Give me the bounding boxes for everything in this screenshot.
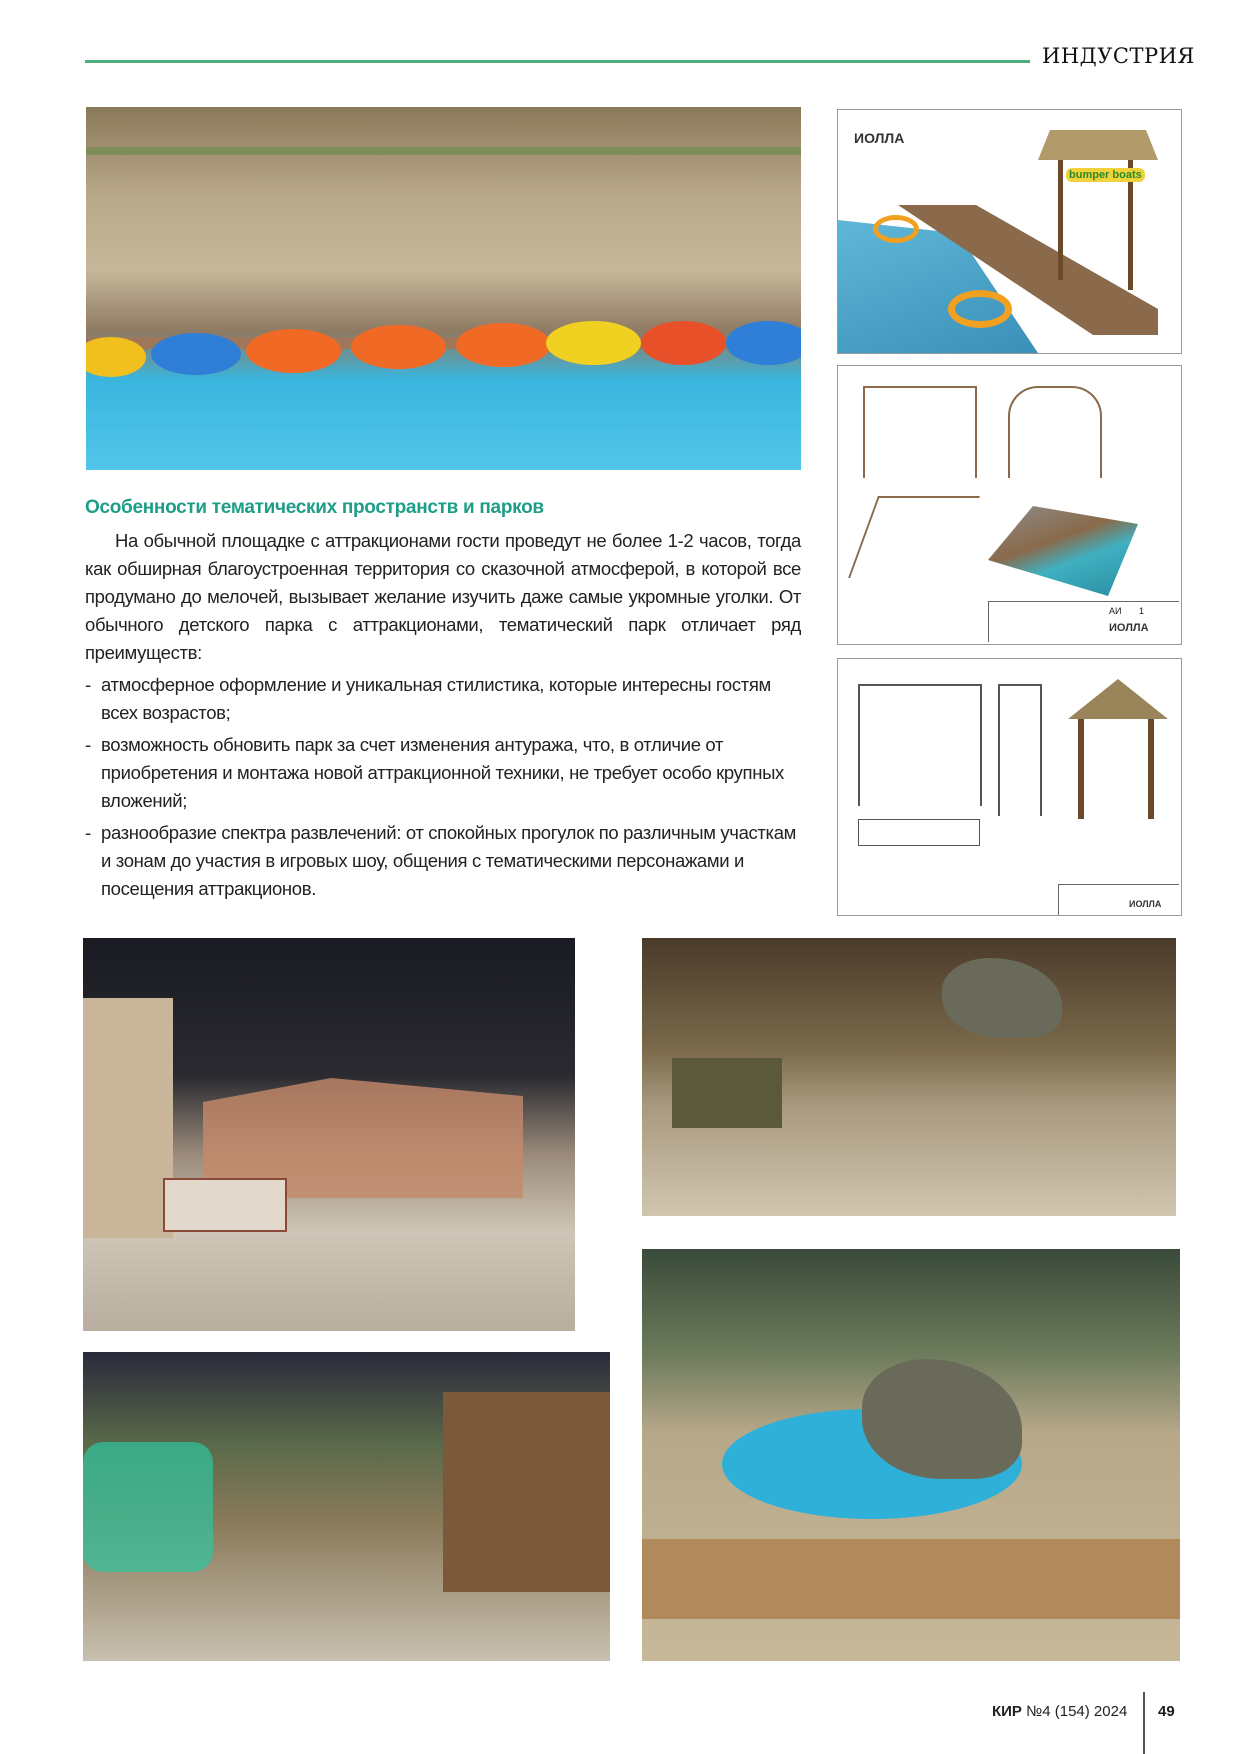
magazine-name: КИР bbox=[992, 1703, 1022, 1720]
technical-drawing-gate bbox=[837, 365, 1182, 645]
technical-drawing-sign-frame bbox=[837, 658, 1182, 916]
article-paragraph: На обычной площадке с аттракционами гости проведут не более 1-2 часов, тогда как обширная благоустроенная территория со сказочной атмосферой, в которой все продумано до мелочей, вызывает желание изучить даже самые укромные уголки. От обычного детского парка с аттракционами, тематический парк отличает ряд преимуществ: bbox=[85, 530, 801, 663]
sheet-number: 1 bbox=[1139, 606, 1145, 616]
benefits-list bbox=[85, 671, 801, 903]
issue-number: №4 (154) 2024 bbox=[1026, 1703, 1128, 1720]
sketch-themed-market bbox=[83, 938, 575, 1331]
list-item: - разнообразие спектра развлечений: от спокойных прогулок по различным участкам и зонам до участия в игровых шоу, общения с тематическими персонажами и посещения аттракционов. bbox=[85, 819, 801, 903]
page-number: 49 bbox=[1158, 1703, 1175, 1720]
iolla-logo: ИОЛЛА bbox=[854, 130, 905, 146]
photo-game-booths bbox=[83, 1352, 610, 1661]
article-heading: Особенности тематических пространств и парков bbox=[85, 497, 544, 518]
render-bumper-boats-pier bbox=[837, 109, 1182, 354]
iolla-logo-stamp: ИОЛЛА bbox=[1109, 622, 1149, 634]
section-title: ИНДУСТРИЯ bbox=[1042, 44, 1195, 68]
photo-dinosaur-street bbox=[642, 938, 1176, 1216]
photo-dinosaur-lake bbox=[642, 1249, 1180, 1661]
header-rule bbox=[85, 60, 1030, 63]
sheet-code: АИ bbox=[1109, 606, 1122, 616]
footer-divider bbox=[1143, 1692, 1145, 1754]
footer-issue bbox=[992, 1703, 1127, 1720]
list-item: - атмосферное оформление и уникальная стилистика, которые интересны гостям всех возрастов; bbox=[85, 671, 801, 727]
bumper-boats-sign: bumper boats bbox=[1066, 168, 1145, 182]
iolla-logo-stamp-2: ИОЛЛА bbox=[1129, 899, 1162, 909]
list-item: - возможность обновить парк за счет изменения антуража, что, в отличие от приобретения и монтажа новой аттракционной техники, не требует особо крупных вложений; bbox=[85, 731, 801, 815]
article-body bbox=[85, 527, 801, 907]
photo-bumper-boats bbox=[86, 107, 801, 470]
